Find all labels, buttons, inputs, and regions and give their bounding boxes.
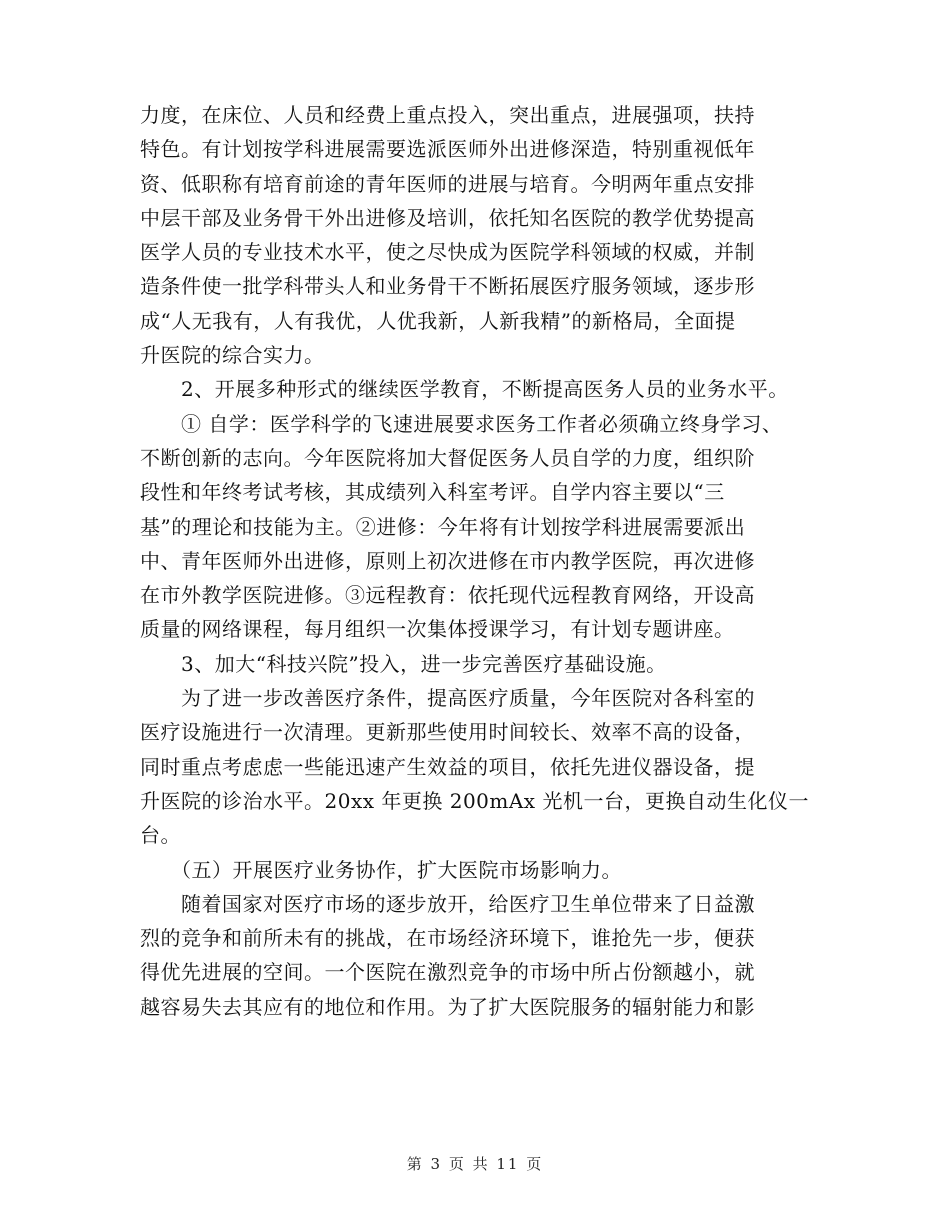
text-line: 中层干部及业务骨干外出进修及培训，依托知名医院的教学优势提高 (140, 205, 755, 230)
text-line: 得优先进展的空间。一个医院在激烈竞争的市场中所占份额越小，就 (140, 960, 755, 985)
text-line: 成“人无我有，人有我优，人优我新，人新我精”的新格局，全面提 (140, 308, 736, 333)
text-line: 为了进一步改善医疗条件，提高医疗质量，今年医院对各科室的 (140, 686, 755, 711)
text-line: 医学人员的专业技术水平，使之尽快成为医院学科领域的权威，并制 (140, 240, 755, 265)
text-line: 力度，在床位、人员和经费上重点投入，突出重点，进展强项，扶持 (140, 103, 755, 127)
section-heading: 3、加大“科技兴院”投入，进一步完善医疗基础设施。 (140, 651, 667, 676)
body-text (140, 98, 840, 1024)
text-line: 越容易失去其应有的地位和作用。为了扩大医院服务的辐射能力和影 (140, 994, 755, 1019)
text-line: 特色。有计划按学科进展需要选派医师外出进修深造，特别重视低年 (140, 137, 755, 162)
text-line: 升医院的诊治水平。20xx 年更换 200mAx 光机一台，更换自动生化仪一 (140, 788, 809, 813)
text-line: 医疗设施进行一次清理。更新那些使用时间较长、效率不高的设备， (140, 720, 755, 745)
text-line: 资、低职称有培育前途的青年医师的进展与培育。今明两年重点安排 (140, 171, 755, 196)
text-line: 烈的竞争和前所未有的挑战，在市场经济环境下，谁抢先一步，便获 (140, 926, 755, 951)
text-line: 在市外教学医院进修。③远程教育：依托现代远程教育网络，开设高 (140, 583, 755, 608)
text-line: 同时重点考虑虑一些能迅速产生效益的项目，依托先进仪器设备，提 (140, 754, 755, 779)
text-line: 造条件使一批学科带头人和业务骨干不断拓展医疗服务领域，逐步形 (140, 274, 755, 299)
text-line: 中、青年医师外出进修，原则上初次进修在市内教学医院，再次进修 (140, 548, 755, 573)
text-line: 台。 (140, 823, 181, 848)
text-line: 段性和年终考试考核，其成绩列入科室考评。自学内容主要以“三 (140, 480, 725, 505)
section-heading: 2、开展多种形式的继续医学教育，不断提高医务人员的业务水平。 (140, 377, 789, 402)
section-heading: （五）开展医疗业务协作，扩大医院市场影响力。 (140, 857, 622, 882)
text-line: 升医院的综合实力。 (140, 343, 325, 368)
text-line: 基”的理论和技能为主。②进修：今年将有计划按学科进展需要派出 (140, 514, 746, 539)
text-line: 质量的网络课程，每月组织一次集体授课学习，有计划专题讲座。 (140, 617, 735, 642)
page-number-footer: 第 3 页 共 11 页 (406, 1155, 544, 1173)
text-line: 随着国家对医疗市场的逐步放开，给医疗卫生单位带来了日益激 (140, 891, 755, 916)
text-line: ① 自学：医学科学的飞速进展要求医务工作者必须确立终身学习、 (140, 411, 783, 436)
text-line: 不断创新的志向。今年医院将加大督促医务人员自学的力度，组织阶 (140, 445, 755, 470)
